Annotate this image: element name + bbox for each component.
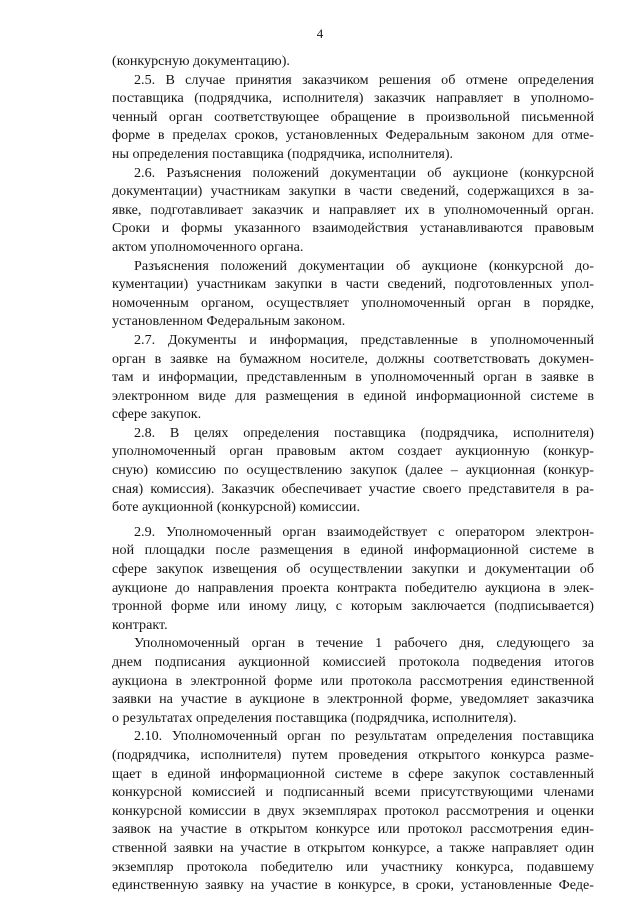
paragraph xyxy=(112,52,594,71)
paragraph xyxy=(112,424,594,517)
text-line: установленном Федеральным законом. xyxy=(112,313,346,330)
text-line: ственной заявки на участие в открытом конкурсе, а также направляет один xyxy=(112,839,594,856)
text-line: 2.7. Документы и информация, представленные в уполномоченный xyxy=(134,331,594,348)
text-line: ны определения поставщика (подрядчика, исполнителя). xyxy=(112,145,454,162)
text-line: форме в пределах сроков, установленных Федеральным законом для отме- xyxy=(112,127,594,144)
text-line: единственную заявку на участие в конкурсе, в сроки, установленные Феде- xyxy=(112,877,594,894)
text-line: 2.6. Разъяснения положений документации об аукционе (конкурсной xyxy=(134,164,594,181)
text-line: уполномоченный орган правовым актом создает аукционную (конкур- xyxy=(112,443,594,460)
paragraph xyxy=(112,523,594,635)
text-line: ной площадки после размещения в единой информационной системе в xyxy=(112,542,594,559)
text-line: сфере закупок. xyxy=(112,406,202,423)
paragraph xyxy=(112,257,594,331)
text-line: сную) комиссию по осуществлению закупок (далее – аукционная (конкур- xyxy=(112,462,594,479)
text-line: контракт. xyxy=(112,616,168,633)
text-line: (конкурсную документацию). xyxy=(112,53,290,69)
text-line: сная) комиссия). Заказчик обеспечивает участие своего представителя в ра- xyxy=(112,480,594,497)
text-line: тронной форме или иному лицу, с которым заключается (подписывается) xyxy=(112,598,594,615)
text-line: конкурсной комиссии в двух экземплярах протокол рассмотрения и оценки xyxy=(112,802,594,819)
text-line: явке, подготавливает заказчик и направляет их в уполномоченный орган. xyxy=(112,201,594,218)
text-line: боте аукционной (конкурсной) комиссии. xyxy=(112,499,360,516)
text-line: щает в единой информационной системе в сфере закупок составленный xyxy=(112,765,594,782)
text-line: кументации) участникам закупки в части сведений, подготовленных упол- xyxy=(112,276,594,293)
paragraph xyxy=(112,727,594,894)
text-line: документации) участникам закупки в части сведений, содержащихся в за- xyxy=(112,183,594,200)
text-line: аукциона в электронной форме или протокола рассмотрения единственной xyxy=(112,672,594,689)
document-body xyxy=(112,52,594,895)
text-line: электронном виде для размещения в единой информационной системе в xyxy=(112,387,594,404)
text-line: днем подписания аукционной комиссией протокола подведения итогов xyxy=(112,654,594,670)
text-line: сфере закупок извещения об осуществлении закупки и документации об xyxy=(112,561,594,578)
text-line: 2.9. Уполномоченный орган взаимодействует с оператором электрон- xyxy=(134,523,594,540)
text-line: заявок на участие в открытом конкурсе или протокол рассмотрения един- xyxy=(112,821,594,838)
text-line: Уполномоченный орган в течение 1 рабочего дня, следующего за xyxy=(134,635,594,652)
text-line: орган в заявке на бумажном носителе, должны соответствовать докумен- xyxy=(112,350,594,367)
text-line: о результатах определения поставщика (подрядчика, исполнителя). xyxy=(112,709,517,726)
text-line: номоченным органом, осуществляет уполномоченный орган в порядке, xyxy=(112,294,594,311)
page-number: 4 xyxy=(316,26,324,41)
text-line: заявки на участие в аукционе в электронной форме, уведомляет заказчика xyxy=(112,691,594,708)
text-line: конкурсной комиссией и подписанный всеми присутствующими членами xyxy=(112,784,594,801)
text-line: актом уполномоченного органа. xyxy=(112,238,304,255)
text-line: экземпляр протокола победителю или участнику конкурса, подавшему xyxy=(112,858,594,875)
text-line: Разъяснения положений документации об аукционе (конкурсной до- xyxy=(134,257,594,274)
text-line: поставщика (подрядчика, исполнителя) заказчик направляет в уполномо- xyxy=(112,90,594,107)
text-line: 2.5. В случае принятия заказчиком решения об отмене определения xyxy=(134,71,594,88)
paragraph xyxy=(112,71,594,164)
text-line: аукционе до направления проекта контракта победителю аукциона в элек- xyxy=(112,579,594,596)
text-line: 2.8. В целях определения поставщика (подрядчика, исполнителя) xyxy=(134,424,594,441)
text-line: там и информации, представленным в уполномоченный орган в заявке в xyxy=(112,369,594,386)
text-line: Сроки и формы указанного взаимодействия устанавливаются правовым xyxy=(112,220,594,237)
paragraph xyxy=(112,634,594,727)
paragraph xyxy=(112,164,594,257)
text-line: 2.10. Уполномоченный орган по результатам определения поставщика xyxy=(134,728,594,745)
paragraph xyxy=(112,331,594,424)
text-line: ченный орган соответствующее обращение в произвольной письменной xyxy=(112,108,594,125)
text-line: (подрядчика, исполнителя) путем проведения открытого конкурса разме- xyxy=(112,746,594,763)
